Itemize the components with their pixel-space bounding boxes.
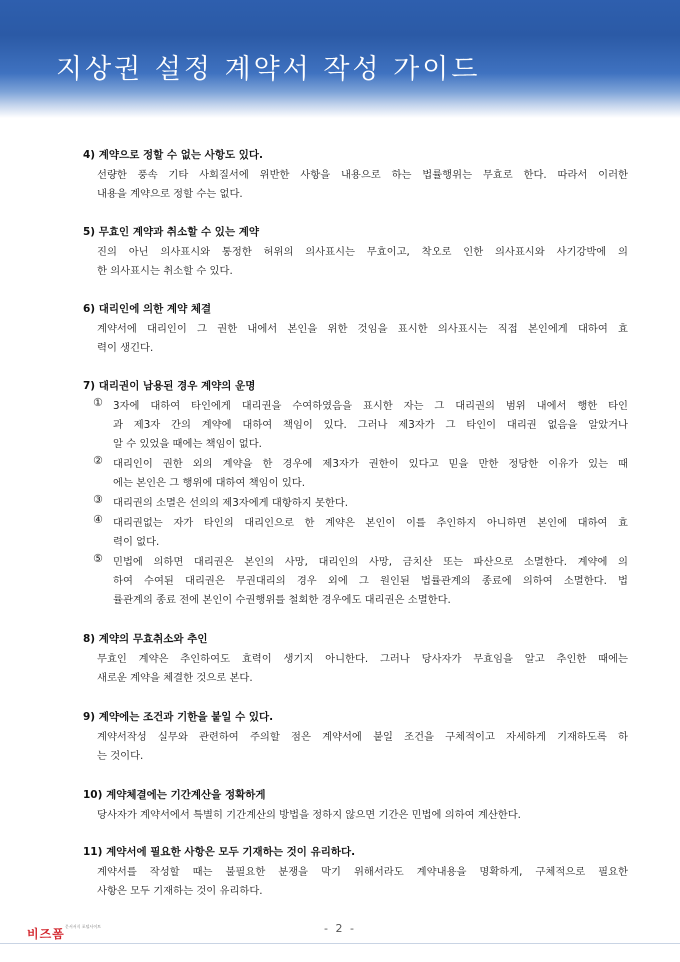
section-title: 4) 계약으로 정할 수 없는 사항도 있다. <box>83 149 264 161</box>
list-item-line: 에는 본인은 그 행위에 대하여 책임이 있다. <box>113 477 306 489</box>
page-number: - 2 - <box>324 922 356 935</box>
section-title: 10) 계약체결에는 기간계산을 정확하게 <box>83 789 266 801</box>
list-item-line: 대리인이 권한 외의 계약을 한 경우에 제3자가 권한이 있다고 믿을 만한 정당한 이유가 있는 때 <box>113 458 628 470</box>
list-item-number: ① <box>93 396 103 409</box>
paragraph-line: 력이 생긴다. <box>97 342 154 354</box>
list-item-number: ⑤ <box>93 552 103 565</box>
paragraph-line: 계약서작성 실무와 관련하여 주의할 점은 계약서에 붙일 조건을 구체적이고 자세하게 기재하도록 하 <box>97 731 628 743</box>
section-title: 7) 대리권이 남용된 경우 계약의 운명 <box>83 380 256 392</box>
paragraph-line: 내용을 계약으로 정할 수는 없다. <box>97 188 243 200</box>
list-item-line: 민법에 의하면 대리권은 본인의 사망, 대리인의 사망, 금치산 또는 파산으로 소멸한다. 계약에 의 <box>113 556 628 568</box>
list-item-line: 과 제3자 간의 계약에 대하여 책임이 있다. 그러나 제3자가 그 타인이 대리권 없음을 알았거나 <box>113 419 628 431</box>
list-item-line: 알 수 있었을 때에는 책임이 없다. <box>113 438 262 450</box>
paragraph-line: 계약서를 작성할 때는 불필요한 분쟁을 막기 위해서라도 계약내용을 명확하게, 구체적으로 필요한 <box>97 866 628 878</box>
page-title: 지상권 설정 계약서 작성 가이드 <box>56 54 481 85</box>
paragraph-line: 당사자가 계약서에서 특별히 기간계산의 방법을 정하지 않으면 기간은 민법에 의하여 계산한다. <box>97 809 521 821</box>
section-title: 5) 무효인 계약과 취소할 수 있는 계약 <box>83 226 260 238</box>
list-item-line: 3자에 대하여 타인에게 대리권을 수여하였음을 표시한 자는 그 대리권의 범위 내에서 행한 타인 <box>113 400 628 412</box>
paragraph-line: 새로운 계약을 체결한 것으로 본다. <box>97 672 253 684</box>
logo-text: 비즈폼 <box>27 927 65 941</box>
section-title: 8) 계약의 무효취소와 추인 <box>83 633 208 645</box>
paragraph-line: 는 것이다. <box>97 750 144 762</box>
list-item-line: 하여 수여된 대리권은 무권대리의 경우 외에 그 원인된 법률관계의 종료에 의하여 소멸한다. 법 <box>113 575 628 587</box>
list-item-number: ③ <box>93 493 103 506</box>
list-item-line: 력이 없다. <box>113 536 160 548</box>
section-title: 6) 대리인에 의한 계약 체결 <box>83 303 212 315</box>
paragraph-line: 진의 아닌 의사표시와 통정한 허위의 의사표시는 무효이고, 착오로 인한 의사표시와 사기강박에 의 <box>97 246 628 258</box>
paragraph-line: 선량한 풍속 기타 사회질서에 위반한 사항을 내용으로 하는 법률행위는 무효로 한다. 따라서 이러한 <box>97 169 628 181</box>
list-item-line: 대리권의 소멸은 선의의 제3자에게 대항하지 못한다. <box>113 497 349 509</box>
section-title: 9) 계약에는 조건과 기한을 붙일 수 있다. <box>83 711 274 723</box>
section-title: 11) 계약서에 필요한 사항은 모두 기재하는 것이 유리하다. <box>83 846 356 858</box>
paragraph-line: 무효인 계약은 추인하여도 효력이 생기지 아니한다. 그러나 당사자가 무효임을 알고 추인한 때에는 <box>97 653 628 665</box>
list-item-number: ② <box>93 454 103 467</box>
list-item-line: 대리권없는 자가 타인의 대리인으로 한 계약은 본인이 이를 추인하지 아니하면 본인에 대하여 효 <box>113 517 628 529</box>
footer-divider <box>0 943 680 944</box>
logo-subtitle: 문서서식 포털사이트 <box>65 924 102 929</box>
header-banner <box>0 0 680 118</box>
paragraph-line: 사항은 모두 기재하는 것이 유리하다. <box>97 885 263 897</box>
paragraph-line: 계약서에 대리인이 그 권한 내에서 본인을 위한 것임을 표시한 의사표시는 직접 본인에게 대하여 효 <box>97 323 628 335</box>
list-item-line: 률관계의 종료 전에 본인이 수권행위를 철회한 경우에도 대리권은 소멸한다. <box>113 594 451 606</box>
list-item-number: ④ <box>93 513 103 526</box>
paragraph-line: 한 의사표시는 취소할 수 있다. <box>97 265 233 277</box>
